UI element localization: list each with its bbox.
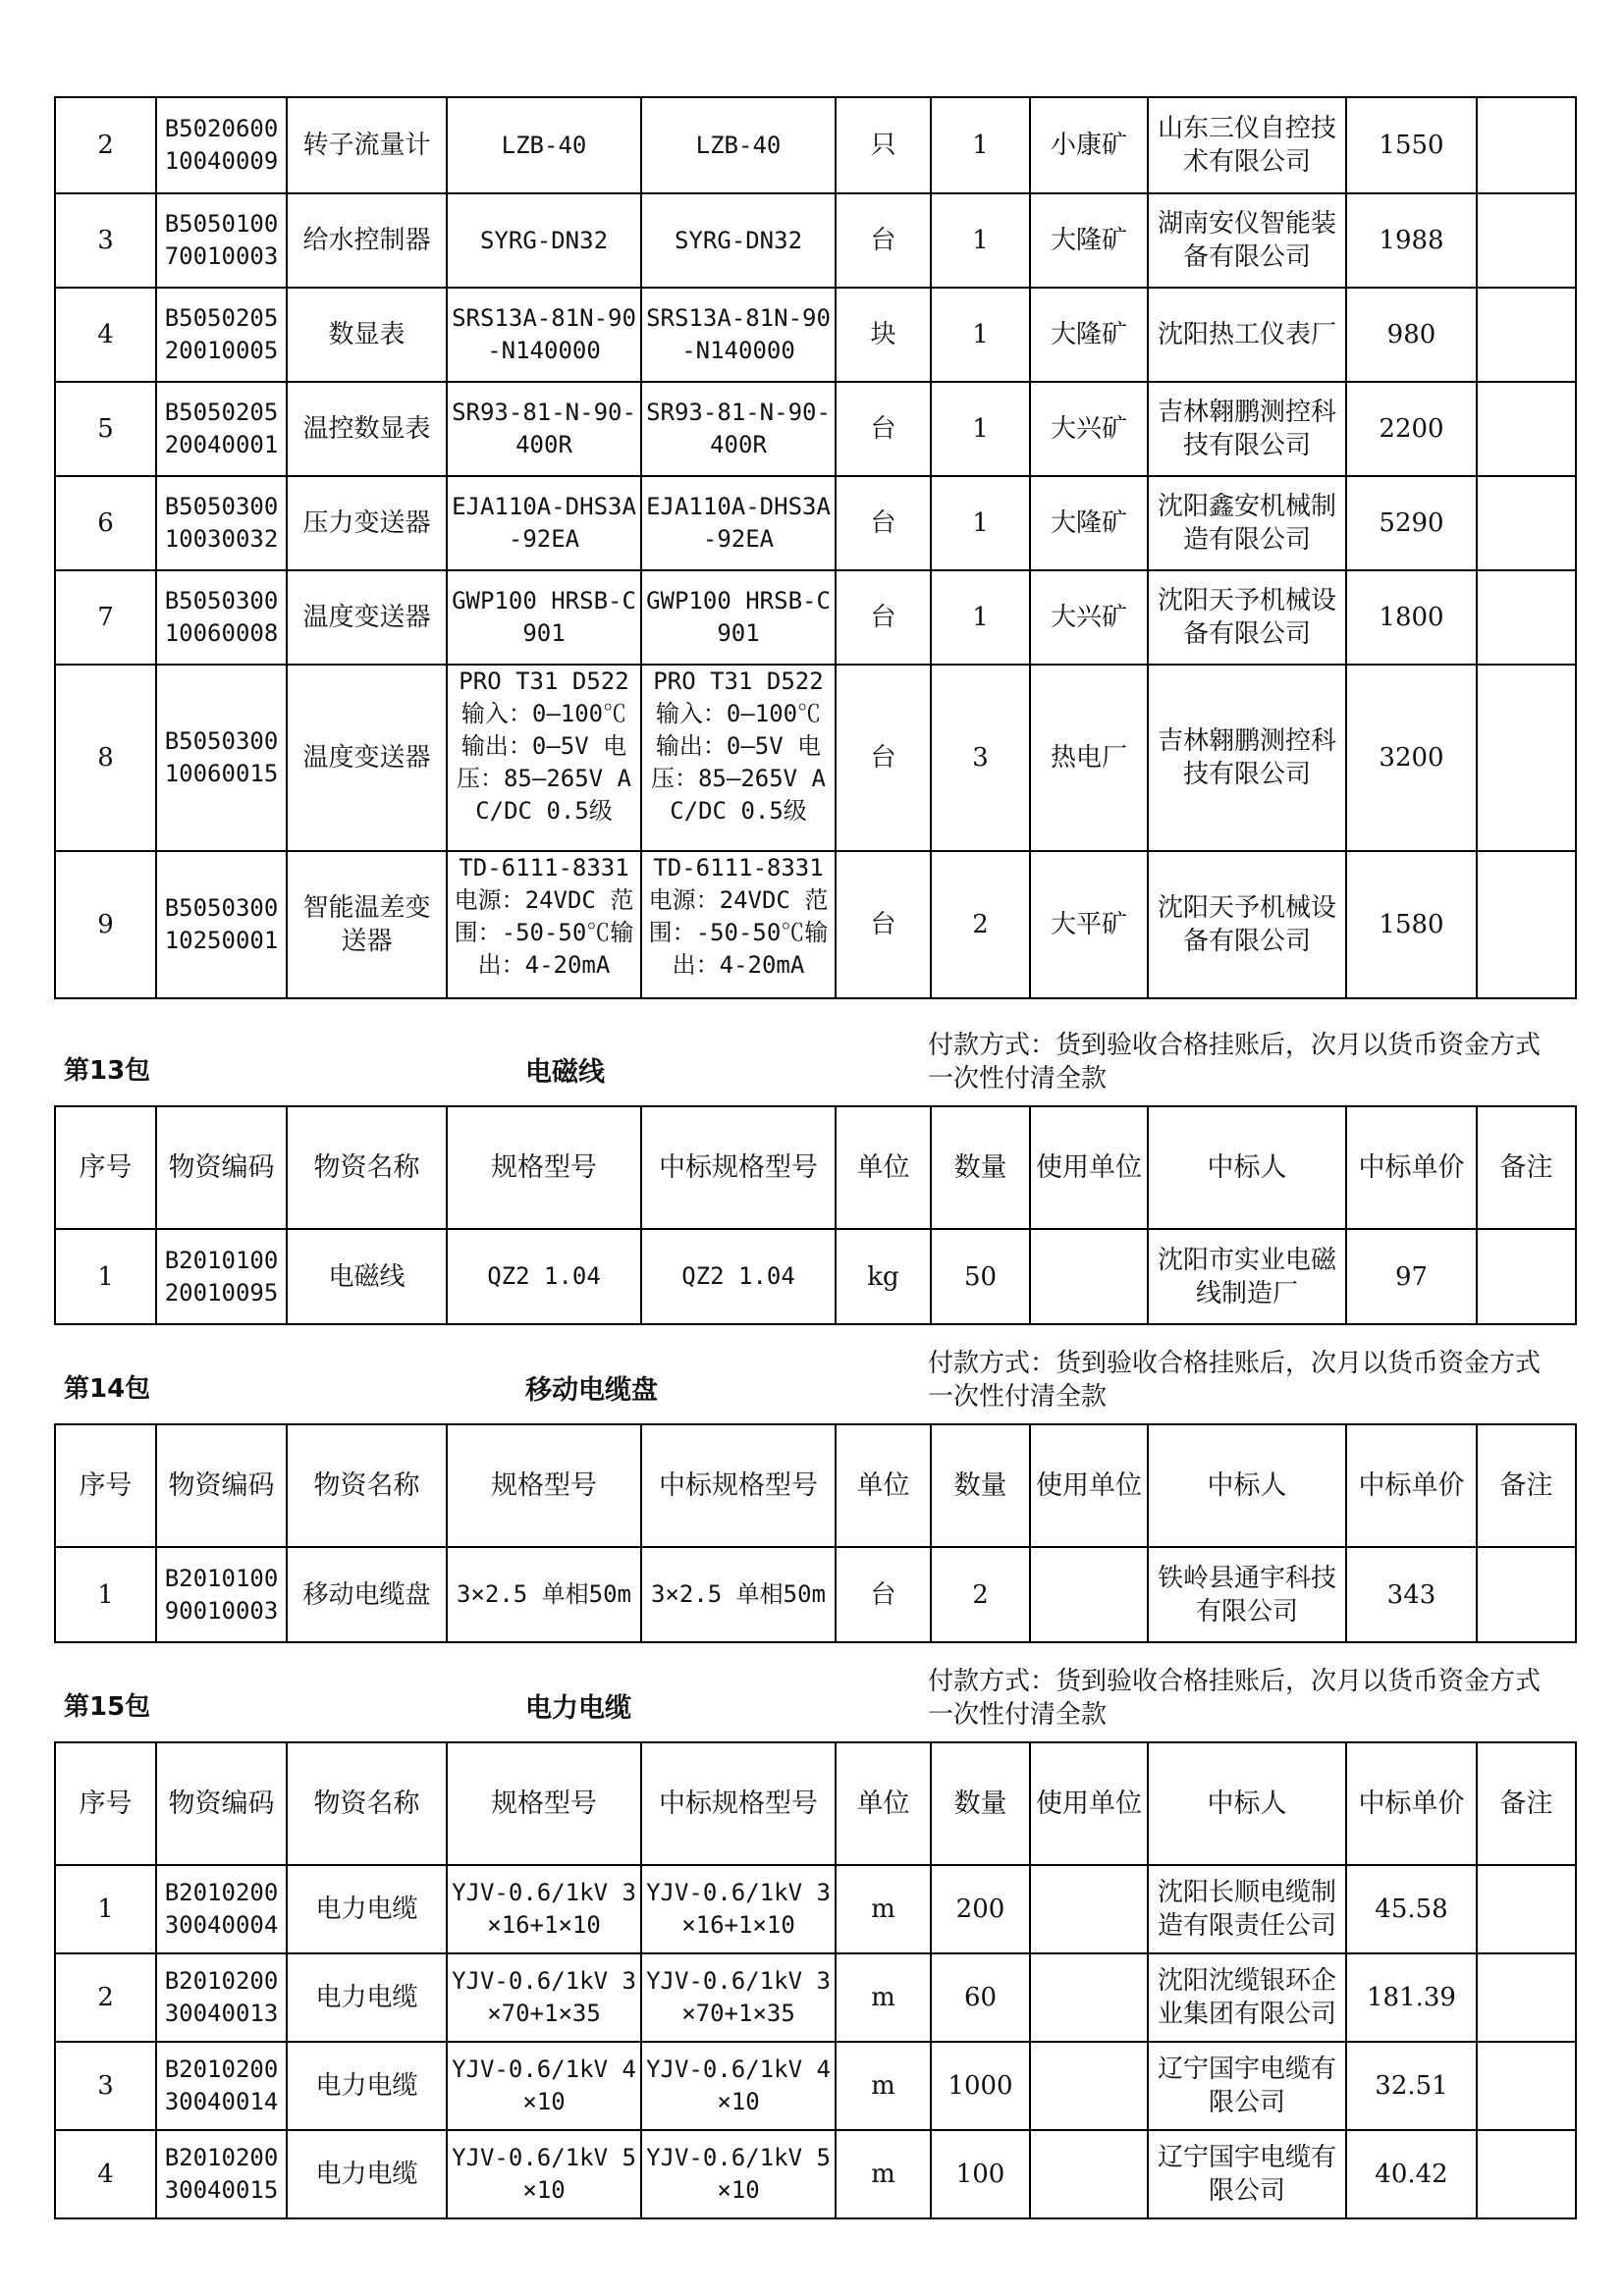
cell-code: B505010070010003 [156,193,287,288]
cell-user [1030,2042,1148,2130]
cell-winner: 沈阳长顺电缆制造有限责任公司 [1148,1865,1346,1953]
cell-spec: TD-6111-8331 电源：24VDC 范围：-50-50℃输出：4-20mA [447,851,641,998]
table-row [55,1953,1576,2042]
table-row [55,382,1576,476]
header-name: 物资名称 [287,1106,447,1229]
cell-user: 大兴矿 [1030,382,1148,476]
cell-unit: 只 [836,97,931,193]
cell-no: 4 [55,288,156,382]
header-user: 使用单位 [1030,1742,1148,1865]
cell-qty: 1000 [931,2042,1030,2130]
cell-name: 压力变送器 [287,476,447,570]
cell-code: B505020520010005 [156,288,287,382]
cell-unit: 台 [836,1547,931,1642]
table-row [55,2130,1576,2218]
cell-name: 温控数显表 [287,382,447,476]
cell-bid-spec: YJV-0.6/1kV 3×70+1×35 [641,1953,836,2042]
cell-name: 电磁线 [287,1229,447,1324]
payment-terms: 付款方式：货到验收合格挂账后，次月以货币资金方式一次性付清全款 [928,1667,1542,1730]
cell-price: 40.42 [1346,2130,1477,2218]
cell-remark [1477,2042,1576,2130]
cell-user [1030,1953,1148,2042]
cell-name: 电力电缆 [287,2042,447,2130]
table-row [55,570,1576,665]
table-row [55,193,1576,288]
header-no: 序号 [55,1742,156,1865]
cell-qty: 1 [931,97,1030,193]
header-name: 物资名称 [287,1742,447,1865]
cell-qty: 50 [931,1229,1030,1324]
cell-code: B502060010040009 [156,97,287,193]
payment-terms: 付款方式：货到验收合格挂账后，次月以货币资金方式一次性付清全款 [928,1349,1542,1412]
cell-spec: GWP100 HRSB-C901 [447,570,641,665]
package-number: 第15包 [64,1692,151,1722]
cell-code: B505030010060008 [156,570,287,665]
cell-winner: 沈阳沈缆银环企业集团有限公司 [1148,1953,1346,2042]
table-row [55,2042,1576,2130]
cell-bid-spec: GWP100 HRSB-C901 [641,570,836,665]
cell-no: 3 [55,193,156,288]
header-winner: 中标人 [1148,1742,1346,1865]
table-row [55,851,1576,998]
cell-remark [1477,1953,1576,2042]
cell-bid-spec: SR93-81-N-90-400R [641,382,836,476]
cell-unit: 台 [836,382,931,476]
cell-unit: m [836,1953,931,2042]
cell-spec: SYRG-DN32 [447,193,641,288]
cell-code: B201010020010095 [156,1229,287,1324]
cell-remark [1477,288,1576,382]
cell-no: 4 [55,2130,156,2218]
cell-user: 热电厂 [1030,665,1148,851]
cell-name: 电力电缆 [287,1953,447,2042]
header-code: 物资编码 [156,1106,287,1229]
header-price: 中标单价 [1346,1742,1477,1865]
cell-remark [1477,97,1576,193]
package-number: 第13包 [64,1056,151,1086]
cell-remark [1477,1229,1576,1324]
table-header-row [55,1106,1576,1229]
cell-winner: 湖南安仪智能装备有限公司 [1148,193,1346,288]
cell-no: 8 [55,665,156,851]
cell-code: B505030010060015 [156,665,287,851]
cell-price: 45.58 [1346,1865,1477,1953]
cell-remark [1477,476,1576,570]
header-price: 中标单价 [1346,1424,1477,1547]
cell-code: B505030010030032 [156,476,287,570]
package-number: 第14包 [64,1374,151,1404]
cell-bid-spec: YJV-0.6/1kV 5×10 [641,2130,836,2218]
cell-name: 给水控制器 [287,193,447,288]
cell-name: 电力电缆 [287,1865,447,1953]
cell-qty: 200 [931,1865,1030,1953]
cell-user: 大平矿 [1030,851,1148,998]
cell-spec: PRO T31 D522 输入：0—100℃ 输出：0—5V 电压：85—265V AC/DC 0.5级 [447,665,641,851]
cell-no: 1 [55,1229,156,1324]
cell-bid-spec: QZ2 1.04 [641,1229,836,1324]
bid-table-continued [54,96,1577,999]
package-title: 移动电缆盘 [525,1375,658,1406]
header-remark: 备注 [1477,1742,1576,1865]
cell-winner: 辽宁国宇电缆有限公司 [1148,2042,1346,2130]
cell-price: 181.39 [1346,1953,1477,2042]
cell-name: 电力电缆 [287,2130,447,2218]
cell-qty: 2 [931,1547,1030,1642]
cell-spec: YJV-0.6/1kV 4×10 [447,2042,641,2130]
cell-winner: 辽宁国宇电缆有限公司 [1148,2130,1346,2218]
cell-winner: 沈阳天予机械设备有限公司 [1148,851,1346,998]
cell-spec: SRS13A-81N-90-N140000 [447,288,641,382]
cell-remark [1477,382,1576,476]
payment-terms: 付款方式：货到验收合格挂账后，次月以货币资金方式一次性付清全款 [928,1031,1542,1094]
cell-bid-spec: YJV-0.6/1kV 3×16+1×10 [641,1865,836,1953]
cell-price: 1800 [1346,570,1477,665]
bid-table-15 [54,1741,1577,2219]
cell-user: 大兴矿 [1030,570,1148,665]
cell-price: 343 [1346,1547,1477,1642]
cell-code: B201020030040004 [156,1865,287,1953]
header-code: 物资编码 [156,1742,287,1865]
cell-winner: 铁岭县通宇科技有限公司 [1148,1547,1346,1642]
header-price: 中标单价 [1346,1106,1477,1229]
header-bid-spec: 中标规格型号 [641,1742,836,1865]
cell-qty: 1 [931,288,1030,382]
cell-code: B201020030040013 [156,1953,287,2042]
cell-bid-spec: EJA110A-DHS3A-92EA [641,476,836,570]
cell-unit: m [836,2130,931,2218]
cell-remark [1477,665,1576,851]
cell-unit: kg [836,1229,931,1324]
cell-code: B505030010250001 [156,851,287,998]
cell-remark [1477,193,1576,288]
header-bid-spec: 中标规格型号 [641,1424,836,1547]
header-bid-spec: 中标规格型号 [641,1106,836,1229]
cell-user [1030,1865,1148,1953]
cell-winner: 吉林翱鹏测控科技有限公司 [1148,665,1346,851]
cell-bid-spec: TD-6111-8331 电源：24VDC 范围：-50-50℃输出：4-20mA [641,851,836,998]
header-user: 使用单位 [1030,1106,1148,1229]
cell-name: 温度变送器 [287,570,447,665]
cell-user [1030,1547,1148,1642]
cell-spec: YJV-0.6/1kV 5×10 [447,2130,641,2218]
cell-spec: LZB-40 [447,97,641,193]
table-row [55,1865,1576,1953]
header-no: 序号 [55,1424,156,1547]
cell-bid-spec: YJV-0.6/1kV 4×10 [641,2042,836,2130]
section-14-header [54,1331,1573,1419]
cell-winner: 沈阳天予机械设备有限公司 [1148,570,1346,665]
cell-no: 1 [55,1865,156,1953]
header-qty: 数量 [931,1742,1030,1865]
cell-winner: 沈阳热工仪表厂 [1148,288,1346,382]
cell-price: 5290 [1346,476,1477,570]
cell-price: 1988 [1346,193,1477,288]
header-code: 物资编码 [156,1424,287,1547]
cell-unit: m [836,1865,931,1953]
cell-winner: 山东三仪自控技术有限公司 [1148,97,1346,193]
header-spec: 规格型号 [447,1106,641,1229]
cell-unit: 台 [836,851,931,998]
header-winner: 中标人 [1148,1424,1346,1547]
cell-code: B201020030040015 [156,2130,287,2218]
cell-unit: 台 [836,193,931,288]
cell-price: 980 [1346,288,1477,382]
cell-remark [1477,2130,1576,2218]
package-title: 电力电缆 [525,1693,631,1724]
cell-no: 2 [55,97,156,193]
cell-winner: 吉林翱鹏测控科技有限公司 [1148,382,1346,476]
cell-spec: YJV-0.6/1kV 3×16+1×10 [447,1865,641,1953]
cell-spec: QZ2 1.04 [447,1229,641,1324]
section-15-header [54,1649,1573,1737]
section-13-header [54,1013,1573,1101]
header-spec: 规格型号 [447,1424,641,1547]
cell-bid-spec: PRO T31 D522 输入：0—100℃ 输出：0—5V 电压：85—265V AC/DC 0.5级 [641,665,836,851]
cell-qty: 1 [931,570,1030,665]
cell-price: 2200 [1346,382,1477,476]
cell-user [1030,2130,1148,2218]
cell-no: 5 [55,382,156,476]
bid-table-14 [54,1423,1577,1643]
cell-code: B201020030040014 [156,2042,287,2130]
cell-spec: 3×2.5 单相50m [447,1547,641,1642]
table-row [55,665,1576,851]
cell-name: 智能温差变送器 [287,851,447,998]
cell-unit: 台 [836,665,931,851]
cell-qty: 100 [931,2130,1030,2218]
cell-name: 转子流量计 [287,97,447,193]
header-remark: 备注 [1477,1106,1576,1229]
cell-user: 小康矿 [1030,97,1148,193]
header-unit: 单位 [836,1106,931,1229]
cell-qty: 1 [931,382,1030,476]
cell-spec: SR93-81-N-90-400R [447,382,641,476]
header-qty: 数量 [931,1106,1030,1229]
cell-remark [1477,570,1576,665]
cell-qty: 3 [931,665,1030,851]
cell-code: B201010090010003 [156,1547,287,1642]
header-unit: 单位 [836,1424,931,1547]
table-header-row [55,1742,1576,1865]
package-title: 电磁线 [525,1057,605,1088]
table-row [55,476,1576,570]
cell-user [1030,1229,1148,1324]
bid-table-13 [54,1105,1577,1325]
cell-bid-spec: 3×2.5 单相50m [641,1547,836,1642]
header-user: 使用单位 [1030,1424,1148,1547]
cell-price: 1550 [1346,97,1477,193]
cell-remark [1477,1547,1576,1642]
cell-qty: 1 [931,476,1030,570]
cell-name: 温度变送器 [287,665,447,851]
table-row [55,97,1576,193]
header-qty: 数量 [931,1424,1030,1547]
header-unit: 单位 [836,1742,931,1865]
table-row [55,1547,1576,1642]
cell-user: 大隆矿 [1030,288,1148,382]
cell-remark [1477,1865,1576,1953]
cell-user: 大隆矿 [1030,193,1148,288]
table-header-row [55,1424,1576,1547]
header-no: 序号 [55,1106,156,1229]
table-row [55,1229,1576,1324]
cell-unit: 块 [836,288,931,382]
header-spec: 规格型号 [447,1742,641,1865]
cell-code: B505020520040001 [156,382,287,476]
cell-name: 数显表 [287,288,447,382]
table-row [55,288,1576,382]
cell-price: 32.51 [1346,2042,1477,2130]
cell-user: 大隆矿 [1030,476,1148,570]
cell-unit: 台 [836,570,931,665]
cell-spec: EJA110A-DHS3A-92EA [447,476,641,570]
cell-spec: YJV-0.6/1kV 3×70+1×35 [447,1953,641,2042]
cell-price: 3200 [1346,665,1477,851]
cell-unit: m [836,2042,931,2130]
cell-bid-spec: SYRG-DN32 [641,193,836,288]
cell-bid-spec: LZB-40 [641,97,836,193]
cell-no: 6 [55,476,156,570]
header-name: 物资名称 [287,1424,447,1547]
cell-remark [1477,851,1576,998]
cell-no: 2 [55,1953,156,2042]
cell-no: 3 [55,2042,156,2130]
cell-winner: 沈阳市实业电磁线制造厂 [1148,1229,1346,1324]
cell-qty: 1 [931,193,1030,288]
cell-qty: 60 [931,1953,1030,2042]
cell-bid-spec: SRS13A-81N-90-N140000 [641,288,836,382]
cell-no: 7 [55,570,156,665]
cell-price: 97 [1346,1229,1477,1324]
header-remark: 备注 [1477,1424,1576,1547]
cell-unit: 台 [836,476,931,570]
cell-qty: 2 [931,851,1030,998]
header-winner: 中标人 [1148,1106,1346,1229]
cell-price: 1580 [1346,851,1477,998]
cell-name: 移动电缆盘 [287,1547,447,1642]
cell-no: 9 [55,851,156,998]
cell-winner: 沈阳鑫安机械制造有限公司 [1148,476,1346,570]
cell-no: 1 [55,1547,156,1642]
